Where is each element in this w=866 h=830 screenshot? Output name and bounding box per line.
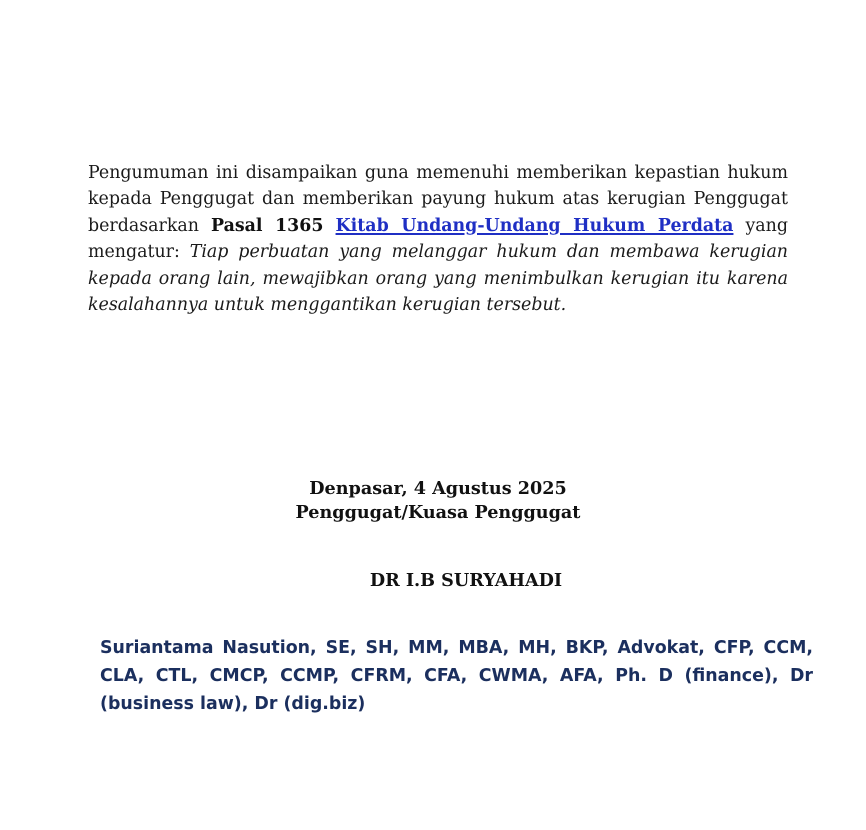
signature-name: DR I.B SURYAHADI: [369, 570, 563, 591]
legal-quote: Tiap perbuatan yang melanggar hukum dan membawa kerugian kepada orang lain, mewajibkan orang yang menimbulkan kerugian itu karena kesalahannya untuk menggantikan kerugian tersebut.: [88, 242, 789, 316]
paragraph-connector: yang mengatur:: [88, 215, 789, 263]
announcement-paragraph: [88, 160, 788, 318]
civil-code-link[interactable]: Kitab Undang-Undang Hukum Perdata: [335, 215, 734, 236]
article-reference: Pasal 1365: [210, 215, 324, 236]
attorney-credentials: Suriantama Nasution, SE, SH, MM, MBA, MH, BKP, Advokat, CFP, CCM, CLA, CTL, CMCP, CCMP, CFRM, CFA, CWMA, AFA, Ph. D (finance), Dr (business law), Dr (dig.biz): [100, 638, 813, 714]
signature-role: Penggugat/Kuasa Penggugat: [295, 502, 581, 523]
signature-place-date: Denpasar, 4 Agustus 2025: [309, 478, 567, 499]
paragraph-intro: Pengumuman ini disampaikan guna memenuhi memberikan kepastian hukum kepada Penggugat dan memberikan payung hukum atas kerugian Penggugat berdasarkan: [88, 163, 788, 236]
